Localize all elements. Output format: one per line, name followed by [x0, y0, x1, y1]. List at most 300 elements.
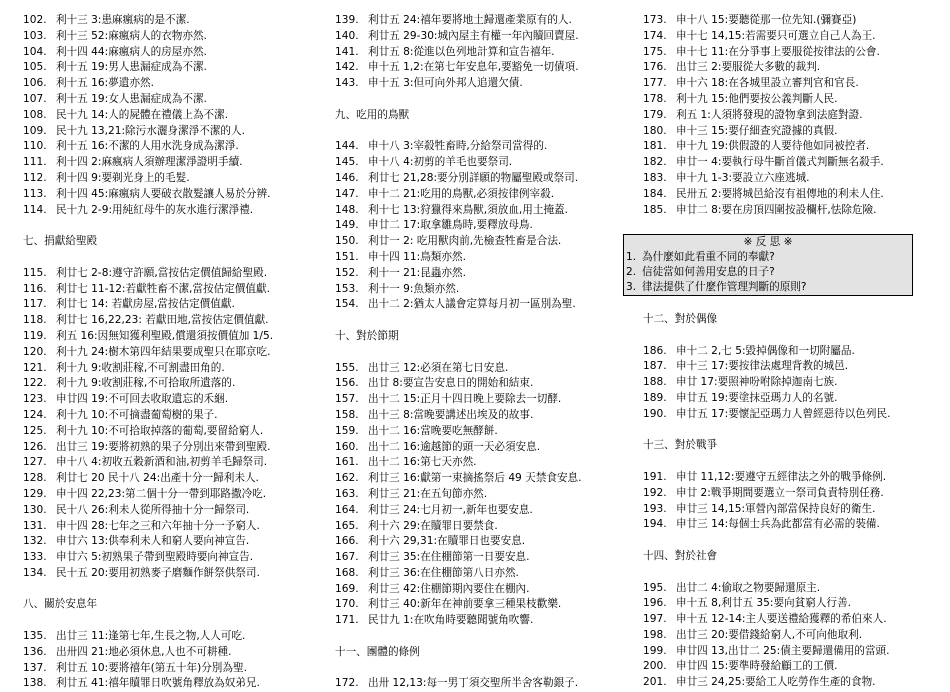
list-item: [335, 550, 635, 566]
list-item: [23, 76, 323, 92]
item-text: 利廿七 14: 若獻房屋,當按估定價值獻.: [56, 298, 235, 311]
item-text: 申廿三 14,15:軍營內部當保持良好的衛生.: [676, 502, 876, 515]
list-item: [335, 203, 635, 219]
spacer: [23, 218, 323, 234]
item-number: 162.: [335, 472, 359, 485]
item-number: 128.: [23, 472, 47, 485]
column-1: [23, 13, 323, 692]
list-item: [335, 582, 635, 598]
item-text: 利十六 29:在贖罪日要禁食.: [368, 519, 498, 532]
list-item: [643, 29, 943, 45]
item-text: 申十六 18:在各城里設立審判官和官長.: [676, 77, 859, 90]
list-item: [23, 566, 323, 582]
item-number: 114.: [23, 203, 47, 216]
item-number: 157.: [335, 393, 359, 406]
item-number: 172.: [335, 677, 359, 690]
list-item: [23, 361, 323, 377]
item-number: 103.: [23, 29, 47, 42]
item-text: 申廿四 13,出廿二 25:債主要歸還備用的當頭.: [676, 644, 890, 657]
list-item: [643, 60, 943, 76]
item-number: 107.: [23, 92, 47, 105]
list-item: [643, 108, 943, 124]
item-number: 121.: [23, 361, 47, 374]
spacer: [23, 250, 323, 266]
item-text: 申十五 1,2:在第七年安息年,要豁免一切債項.: [368, 61, 579, 74]
item-text: 利廿五 29-30:城內屋主有權一年內贖回賣屋.: [368, 29, 579, 42]
spacer: [643, 533, 943, 549]
section-heading: 十四、對於社會: [643, 549, 718, 562]
item-number: 191.: [643, 470, 667, 483]
item-number: 198.: [643, 628, 667, 641]
item-text: 出廿 8:要宣告安息日的開始和結束.: [368, 377, 534, 390]
item-text: 申廿二 17:取拿雛鳥時,要釋放母鳥.: [368, 219, 533, 232]
reflection-box: [623, 234, 913, 296]
item-number: 124.: [23, 408, 47, 421]
item-number: 167.: [335, 551, 359, 564]
list-item: [335, 45, 635, 61]
item-text: 利十三 3:患麻瘋病的是不潔.: [56, 14, 190, 26]
item-number: 133.: [23, 551, 47, 564]
list-item: [23, 329, 323, 345]
item-number: 120.: [23, 345, 47, 358]
item-number: 169.: [335, 582, 359, 595]
item-text: 申廿五 19:要塗抹亞瑪力人的名號.: [676, 391, 838, 404]
list-item: [335, 376, 635, 392]
section-heading: 十、對於節期: [335, 329, 399, 342]
list-item: [335, 440, 635, 456]
list-item: [643, 486, 943, 502]
list-item: [23, 645, 323, 661]
list-item: [643, 124, 943, 140]
spacer: [23, 613, 323, 629]
item-text: 出十二 15:正月十四日晚上要除去一切酵.: [368, 393, 562, 406]
column-3: [626, 13, 943, 691]
list-item: [335, 519, 635, 535]
list-item: [23, 266, 323, 282]
list-item: [23, 297, 323, 313]
item-number: 106.: [23, 77, 47, 90]
spacer: [335, 313, 635, 329]
item-number: 142.: [335, 61, 359, 74]
item-number: 102.: [23, 14, 47, 26]
item-text: 民廿九 1:在吹角時要聽聞號角吹響.: [368, 614, 534, 627]
item-text: 出廿三 20:要借錢給窮人,不可向他取利.: [676, 628, 863, 641]
list-item: [643, 596, 943, 612]
list-item: [335, 361, 635, 377]
list-item: [335, 392, 635, 408]
list-item: [23, 661, 323, 677]
item-text: 利廿七 20 民十八 24:出產十分一歸利未人.: [56, 472, 259, 485]
item-text: 利十九 9:收割莊稼,不可割盡田角的.: [56, 361, 225, 374]
reflection-question: [624, 265, 912, 280]
list-item: [643, 375, 943, 391]
item-number: 194.: [643, 518, 667, 531]
item-number: 180.: [643, 124, 667, 137]
item-text: 利廿五 41:禧年贖罪日吹號角釋放為奴弟兄.: [56, 677, 260, 690]
item-text: 申十五 3:但可向外邦人追還欠債.: [368, 77, 523, 90]
list-item: [23, 29, 323, 45]
item-number: 163.: [335, 487, 359, 500]
item-number: 189.: [643, 391, 667, 404]
list-item: [335, 613, 635, 629]
item-text: 利廿三 35:在住棚節第一日要安息.: [368, 551, 530, 564]
list-item: [643, 470, 943, 486]
question-text: 為什麼如此看重不同的奉獻?: [642, 251, 775, 264]
spacer: [643, 565, 943, 581]
list-item: [23, 503, 323, 519]
item-text: 申十八 3:宰殺牲畜時,分給祭司當得的.: [368, 140, 548, 153]
item-text: 申十七 11:在分爭事上要服從按律法的公會.: [676, 45, 880, 58]
item-text: 申十八 15:要聽從那一位先知.(彌賽亞): [676, 14, 857, 26]
item-text: 利五 16:因無知獲利聖殿,償還須按價值加 1/5.: [56, 329, 274, 342]
item-text: 利廿三 24:七月初一,新年也要安息.: [368, 503, 533, 516]
item-number: 105.: [23, 61, 47, 74]
item-text: 申十五 12-14:主人要送禮給獲釋的希伯來人.: [676, 613, 887, 626]
item-text: 利十五 19:女人患漏症成為不潔.: [56, 92, 207, 105]
list-item: [335, 408, 635, 424]
section-heading: 九、吃用的鳥獸: [335, 108, 410, 121]
item-number: 173.: [643, 14, 667, 26]
item-text: 利十四 44:麻瘋病人的房屋亦然.: [56, 45, 207, 58]
item-text: 申廿 2:戰爭期間要選立一祭司負責特別任務.: [676, 486, 884, 499]
item-text: 利十一 21:昆蟲亦然.: [368, 266, 466, 279]
item-number: 164.: [335, 503, 359, 516]
list-item: [643, 344, 943, 360]
list-item: [23, 376, 323, 392]
list-item: [23, 282, 323, 298]
question-text: 信徒當如何善用安息的日子?: [642, 266, 775, 279]
item-number: 156.: [335, 377, 359, 390]
list-item: [643, 644, 943, 660]
item-number: 193.: [643, 502, 667, 515]
list-item: [23, 313, 323, 329]
item-text: 出廿三 12:必須在第七日安息.: [368, 361, 509, 374]
item-text: 申十四 28:七年之三和六年抽十分一予窮人.: [56, 519, 260, 532]
item-text: 申十八 4:初收五穀新酒和油,初剪羊毛歸祭司.: [56, 456, 268, 469]
item-text: 利十四 9:要剃光身上的毛髮.: [56, 171, 190, 184]
list-item: [23, 392, 323, 408]
item-text: 利廿七 11-12:若獻牲畜不潔,當按估定價值獻.: [56, 282, 270, 295]
list-item: [335, 250, 635, 266]
item-text: 申廿三 24,25:要給工人吃勞作生產的食物.: [676, 676, 876, 689]
question-text: 律法提供了什麼作管理判斷的原則?: [642, 281, 807, 294]
item-text: 申廿三 14:每個士兵為此都當有必需的裝備.: [676, 518, 880, 531]
item-number: 187.: [643, 360, 667, 373]
list-item: [23, 408, 323, 424]
item-text: 申廿一 4:要執行母牛斷首儀式判斷無名殺手.: [676, 156, 884, 169]
item-text: 民卅五 2:要將城邑給沒有祖傳地的利未人住.: [676, 187, 884, 200]
item-text: 利廿五 24:禧年要將地土歸還產業原有的人.: [368, 14, 572, 26]
item-number: 195.: [643, 581, 667, 594]
item-text: 利十一 9:魚類亦然.: [368, 282, 460, 295]
spacer: [643, 454, 943, 470]
list-item: [643, 76, 943, 92]
list-item: [23, 519, 323, 535]
item-text: 民十九 13,21:除污水灑身潔淨不潔的人.: [56, 124, 245, 137]
item-number: 108.: [23, 108, 47, 121]
item-number: 112.: [23, 171, 47, 184]
item-number: 113.: [23, 187, 47, 200]
item-number: 151.: [335, 250, 359, 263]
item-number: 137.: [23, 661, 47, 674]
list-item: [23, 139, 323, 155]
item-number: 125.: [23, 424, 47, 437]
item-number: 152.: [335, 266, 359, 279]
list-item: [643, 203, 943, 219]
item-number: 160.: [335, 440, 359, 453]
item-text: 申十九 19:供假證的人要待他如同被控者.: [676, 140, 870, 153]
item-number: 186.: [643, 344, 667, 357]
list-item: [643, 92, 943, 108]
list-item: [335, 487, 635, 503]
item-number: 119.: [23, 329, 47, 342]
item-text: 利十四 2:麻瘋病人須辦理潔淨證明手續.: [56, 156, 243, 169]
spacer: [335, 345, 635, 361]
item-text: 出廿三 19:要將初熟的果子分別出來帶到聖殿.: [56, 440, 271, 453]
item-text: 利五 1:人須將發現的證物拿到法庭對證.: [676, 108, 863, 121]
spacer: [335, 661, 635, 677]
item-number: 196.: [643, 597, 667, 610]
item-text: 利十九 15:他們要按公義判斷人民.: [676, 92, 838, 105]
list-item: [335, 60, 635, 76]
item-number: 177.: [643, 77, 667, 90]
item-number: 135.: [23, 630, 47, 643]
list-item: [23, 203, 323, 219]
item-text: 出十二 16:逾越節的頭一天必須安息.: [368, 440, 541, 453]
item-text: 出廿三 11:逢第七年,生長之物,人人可吃.: [56, 630, 246, 643]
item-number: 185.: [643, 203, 667, 216]
list-item: [23, 60, 323, 76]
item-text: 利十四 45:麻瘋病人要破衣散髮讓人易於分辨.: [56, 187, 271, 200]
item-text: 民十九 2-9:用純紅母牛的灰水進行潔淨禮.: [56, 203, 254, 216]
item-number: 175.: [643, 45, 667, 58]
item-number: 171.: [335, 614, 359, 627]
list-item: [335, 534, 635, 550]
item-text: 利廿七 2-8:遵守許願,當按估定價值歸給聖殿.: [56, 266, 268, 279]
item-text: 民十九 14:人的屍體在禮儀上為不潔.: [56, 108, 229, 121]
item-number: 109.: [23, 124, 47, 137]
list-item: [335, 76, 635, 92]
item-text: 申廿四 19:不可回去收取遺忘的禾綑.: [56, 393, 229, 406]
question-number: 1.: [626, 251, 637, 264]
item-number: 201.: [643, 676, 667, 689]
item-number: 184.: [643, 187, 667, 200]
item-text: 申十三 17:要按律法處理背教的城邑.: [676, 360, 849, 373]
item-text: 申十四 22,23:第二個十分一帶到耶路撒冷吃.: [56, 487, 267, 500]
spacer: [335, 124, 635, 140]
item-text: 出十二 2:猶太人議會定算每月初一區別為聖.: [368, 298, 576, 311]
spacer: [335, 92, 635, 108]
spacer: [335, 629, 635, 645]
item-number: 159.: [335, 424, 359, 437]
item-number: 154.: [335, 298, 359, 311]
list-item: [23, 92, 323, 108]
list-item: [335, 218, 635, 234]
item-number: 136.: [23, 645, 47, 658]
item-text: 出廿三 2:要服從大多數的裁判.: [676, 61, 821, 74]
item-text: 利十七 13:狩獵得來鳥獸,須放血,用土掩蓋.: [368, 203, 569, 216]
item-number: 144.: [335, 140, 359, 153]
item-text: 利十九 24:樹木第四年結果要成聖只在耶京吃.: [56, 345, 271, 358]
item-number: 123.: [23, 393, 47, 406]
list-item: [23, 187, 323, 203]
list-item: [335, 171, 635, 187]
list-item: [335, 471, 635, 487]
item-text: 利十九 9:收割莊稼,不可拾取所遺落的.: [56, 377, 236, 390]
list-item: [23, 534, 323, 550]
item-number: 139.: [335, 14, 359, 26]
item-number: 170.: [335, 598, 359, 611]
section-heading: 八、關於安息年: [23, 598, 98, 611]
item-number: 192.: [643, 486, 667, 499]
item-number: 131.: [23, 519, 47, 532]
item-text: 利廿三 40:新年在神前要拿三種果枝歡樂.: [368, 598, 562, 611]
list-item: [643, 187, 943, 203]
list-item: [23, 629, 323, 645]
item-number: 138.: [23, 677, 47, 690]
list-item: [23, 487, 323, 503]
spacer: [643, 423, 943, 439]
item-text: 出卅四 21:地必須休息,人也不可耕種.: [56, 645, 232, 658]
list-item: [335, 503, 635, 519]
item-number: 176.: [643, 61, 667, 74]
section-heading: 七、捐獻給聖殿: [23, 235, 98, 248]
item-number: 104.: [23, 45, 47, 58]
item-text: 利十五 16:夢遺亦然.: [56, 77, 154, 90]
list-item: [335, 566, 635, 582]
list-item: [23, 676, 323, 692]
list-item: [643, 581, 943, 597]
item-text: 申十八 4:初剪的羊毛也要祭司.: [368, 156, 513, 169]
section-heading: 十三、對於戰爭: [643, 439, 718, 452]
list-item: [335, 266, 635, 282]
item-number: 140.: [335, 29, 359, 42]
list-item: [643, 13, 943, 29]
item-text: 利十九 10:不可摘盡葡萄樹的果子.: [56, 408, 218, 421]
item-number: 129.: [23, 487, 47, 500]
list-item: [335, 424, 635, 440]
item-number: 130.: [23, 503, 47, 516]
list-item: [335, 282, 635, 298]
reflection-question: [624, 280, 912, 295]
item-text: 出卅 12,13:每一男丁須交聖所半舍客勒銀子.: [368, 677, 579, 690]
item-text: 利廿三 16:獻第一束摘搖祭后 49 天禁食安息.: [368, 472, 582, 485]
item-number: 181.: [643, 140, 667, 153]
question-number: 2.: [626, 266, 637, 279]
item-text: 申十五 8,利廿五 35:要向貧窮人行善.: [676, 597, 851, 610]
item-number: 147.: [335, 187, 359, 200]
list-item: [23, 45, 323, 61]
list-item: [643, 659, 943, 675]
item-number: 145.: [335, 156, 359, 169]
item-text: 申十九 1-3:要設立六座逃城.: [676, 171, 810, 184]
item-number: 110.: [23, 140, 47, 153]
reflection-question: [624, 250, 912, 265]
item-text: 申廿五 17:要懷記亞瑪力人曾經惡待以色列民.: [676, 407, 891, 420]
item-number: 197.: [643, 613, 667, 626]
item-number: 150.: [335, 235, 359, 248]
list-item: [335, 455, 635, 471]
list-item: [335, 187, 635, 203]
list-item: [23, 471, 323, 487]
item-text: 利廿七 21,28:要分別詳願的物屬聖殿或祭司.: [368, 171, 579, 184]
item-text: 申廿二 8:要在房頂四圍按設欄杆,怯除危險.: [676, 203, 877, 216]
list-item: [643, 612, 943, 628]
list-item: [23, 550, 323, 566]
item-number: 127.: [23, 456, 47, 469]
item-text: 申十二 21:吃用的鳥獸,必須按律例宰殺.: [368, 187, 555, 200]
section-heading: 十一、團體的條例: [335, 645, 420, 658]
item-number: 126.: [23, 440, 47, 453]
list-item: [643, 391, 943, 407]
item-text: 利廿三 36:在住棚節第八日亦然.: [368, 566, 519, 579]
list-item: [23, 124, 323, 140]
list-item: [335, 29, 635, 45]
list-item: [643, 155, 943, 171]
item-number: 161.: [335, 456, 359, 469]
spacer: [643, 218, 943, 234]
list-item: [335, 155, 635, 171]
item-number: 190.: [643, 407, 667, 420]
item-text: 申十二 2,七 5:毀掉偶像和一切附屬品.: [676, 344, 855, 357]
list-item: [23, 108, 323, 124]
item-text: 申廿 17:要照神吩咐除掉迦南七族.: [676, 376, 838, 389]
list-item: [643, 502, 943, 518]
item-text: 民十五 20:要用初熟麥子磨麵作餅祭供祭司.: [56, 566, 260, 579]
item-number: 200.: [643, 660, 667, 673]
item-text: 申十三 15:要仔細查究證據的真假.: [676, 124, 838, 137]
item-text: 出十三 8:當晚要講述出埃及的故事.: [368, 408, 534, 421]
item-text: 申十七 14,15:若需要只可選立自己人為王.: [676, 29, 876, 42]
item-number: 178.: [643, 92, 667, 105]
item-number: 111.: [23, 156, 47, 169]
item-number: 199.: [643, 644, 667, 657]
item-number: 183.: [643, 171, 667, 184]
item-number: 166.: [335, 535, 359, 548]
list-item: [335, 13, 635, 29]
item-text: 申廿六 13:供奉利未人和窮人要向神宣告.: [56, 535, 250, 548]
item-number: 158.: [335, 408, 359, 421]
item-number: 155.: [335, 361, 359, 374]
spacer: [643, 296, 943, 312]
item-number: 168.: [335, 566, 359, 579]
reflection-title: ※ 反 思 ※: [743, 236, 793, 249]
list-item: [23, 345, 323, 361]
item-text: 出十二 16:當晚要吃無酵餅.: [368, 424, 498, 437]
item-number: 132.: [23, 535, 47, 548]
list-item: [643, 171, 943, 187]
item-text: 利廿一 2: 吃用獸肉前,先檢查牲畜是合法.: [368, 235, 562, 248]
item-text: 申廿四 15:要準時發給顧工的工價.: [676, 660, 838, 673]
list-item: [23, 455, 323, 471]
list-item: [23, 13, 323, 29]
item-number: 153.: [335, 282, 359, 295]
item-text: 利十五 19:男人患漏症成為不潔.: [56, 61, 207, 74]
item-number: 179.: [643, 108, 667, 121]
list-item: [335, 139, 635, 155]
list-item: [23, 424, 323, 440]
list-item: [643, 675, 943, 691]
spacer: [23, 582, 323, 598]
item-number: 117.: [23, 298, 47, 311]
item-text: 申十四 11:鳥類亦然.: [368, 250, 466, 263]
list-item: [643, 628, 943, 644]
item-number: 188.: [643, 376, 667, 389]
item-number: 165.: [335, 519, 359, 532]
item-text: 利廿三 21:在五旬節亦然.: [368, 487, 488, 500]
item-text: 出廿二 4:偷取之物要歸還原主.: [676, 581, 821, 594]
item-number: 143.: [335, 77, 359, 90]
